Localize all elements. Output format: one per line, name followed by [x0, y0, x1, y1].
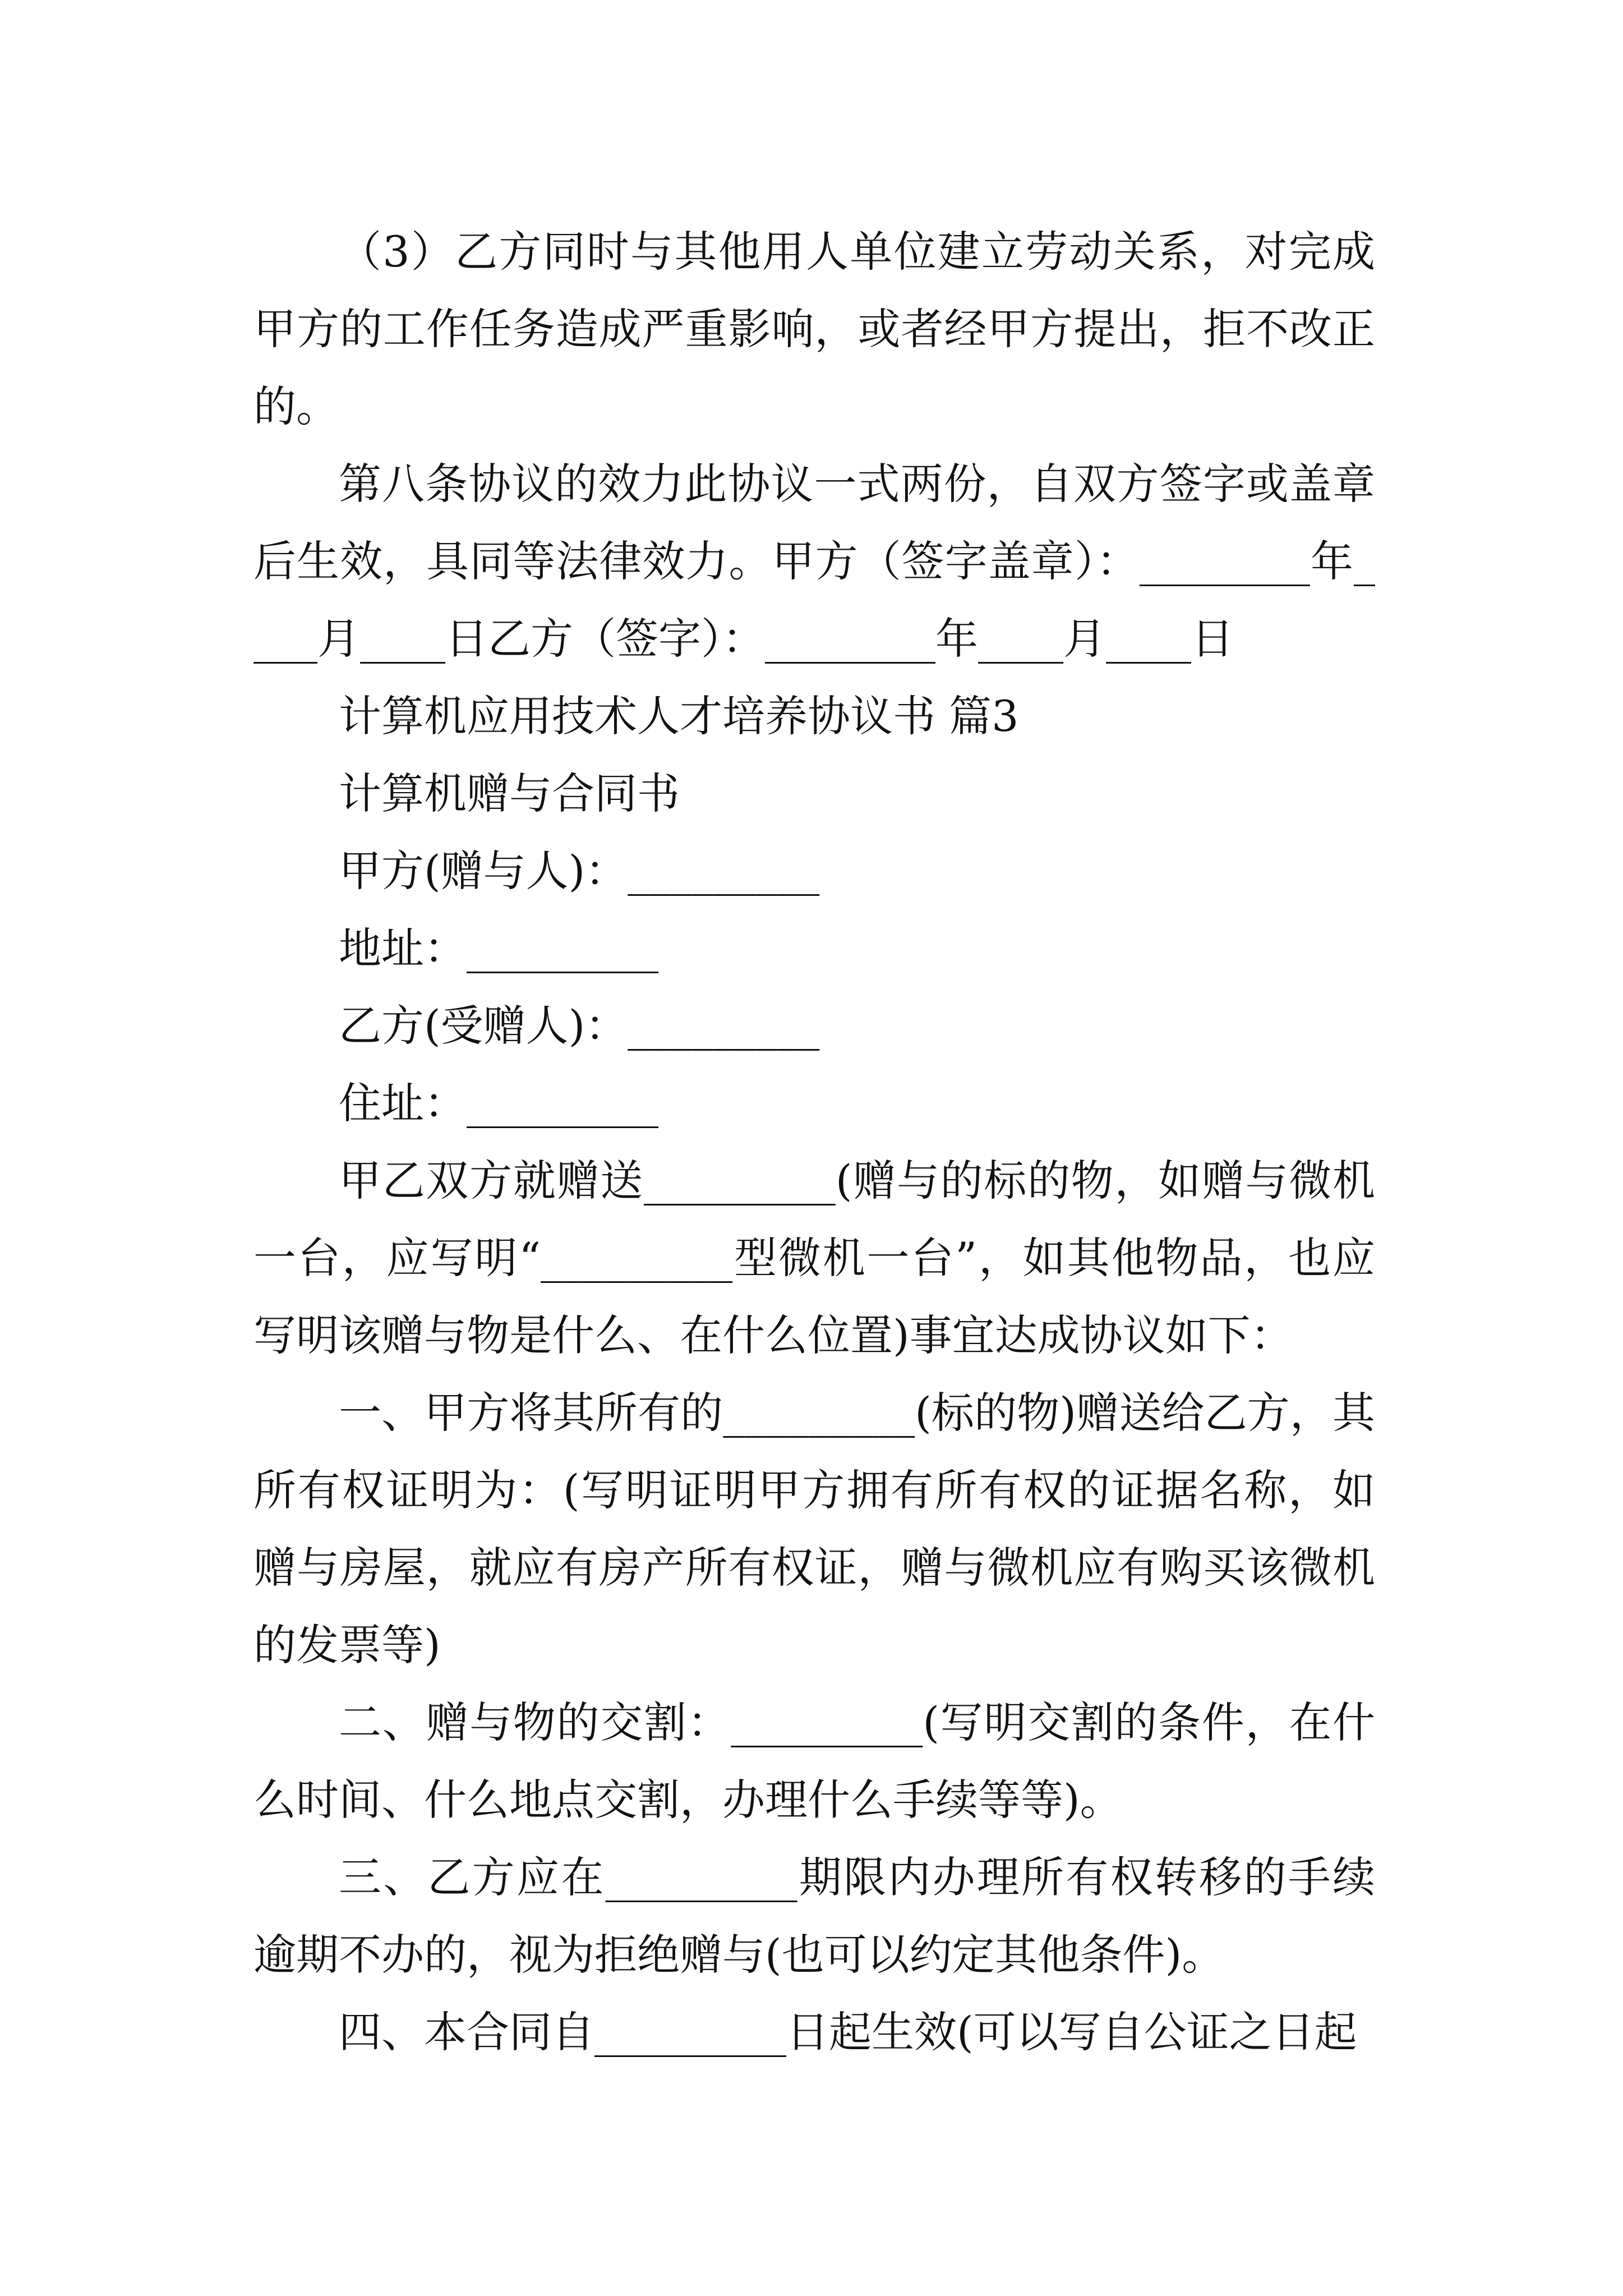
party-a-donor-field: 甲方(赠与人)：_________ [339, 846, 820, 896]
party-b-address-field: 住址：_________ [339, 1078, 658, 1128]
paragraph-clause-three: 三、乙方应在_________期限内办理所有权转移的手续逾期不办的，视为拒绝赠与(也可以约定其他条件)。 [253, 1852, 1375, 1980]
paragraph-agreement-intro: 甲乙双方就赠送_________(赠与的标的物，如赠与微机一台，应写明“_________型微机一台”，如其他物品，也应写明该赠与物是什么、在什么位置)事宜达成协议如下： [253, 1156, 1375, 1360]
paragraph-clause-3: （3）乙方同时与其他用人单位建立劳动关系，对完成甲方的工作任务造成严重影响，或者经甲方提出，拒不改正的。 [253, 227, 1375, 431]
contract-title: 计算机赠与合同书 [339, 769, 680, 818]
document-page [253, 213, 1375, 2071]
party-a-address-field: 地址：_________ [339, 923, 658, 973]
party-b-donee-field: 乙方(受赠人)：_________ [339, 1001, 820, 1051]
section-heading: 计算机应用技术人才培养协议书 篇3 [339, 691, 1019, 741]
paragraph-clause-one: 一、甲方将其所有的_________(标的物)赠送给乙方，其所有权证明为：(写明证明甲方拥有所有权的证据名称，如赠与房屋，就应有房产所有权证，赠与微机应有购买该微机的发票等) [253, 1388, 1375, 1670]
paragraph-article-8: 第八条协议的效力此协议一式两份，自双方签字或盖章后生效，具同等法律效力。甲方（签字盖章）：________年____月____日乙方（签字）：________年____月____日 [253, 459, 1375, 664]
paragraph-clause-two: 二、赠与物的交割：_________(写明交割的条件，在什么时间、什么地点交割，办理什么手续等等)。 [253, 1697, 1375, 1825]
paragraph-clause-four: 四、本合同自_________日起生效(可以写自公证之日起 [339, 2007, 1357, 2057]
